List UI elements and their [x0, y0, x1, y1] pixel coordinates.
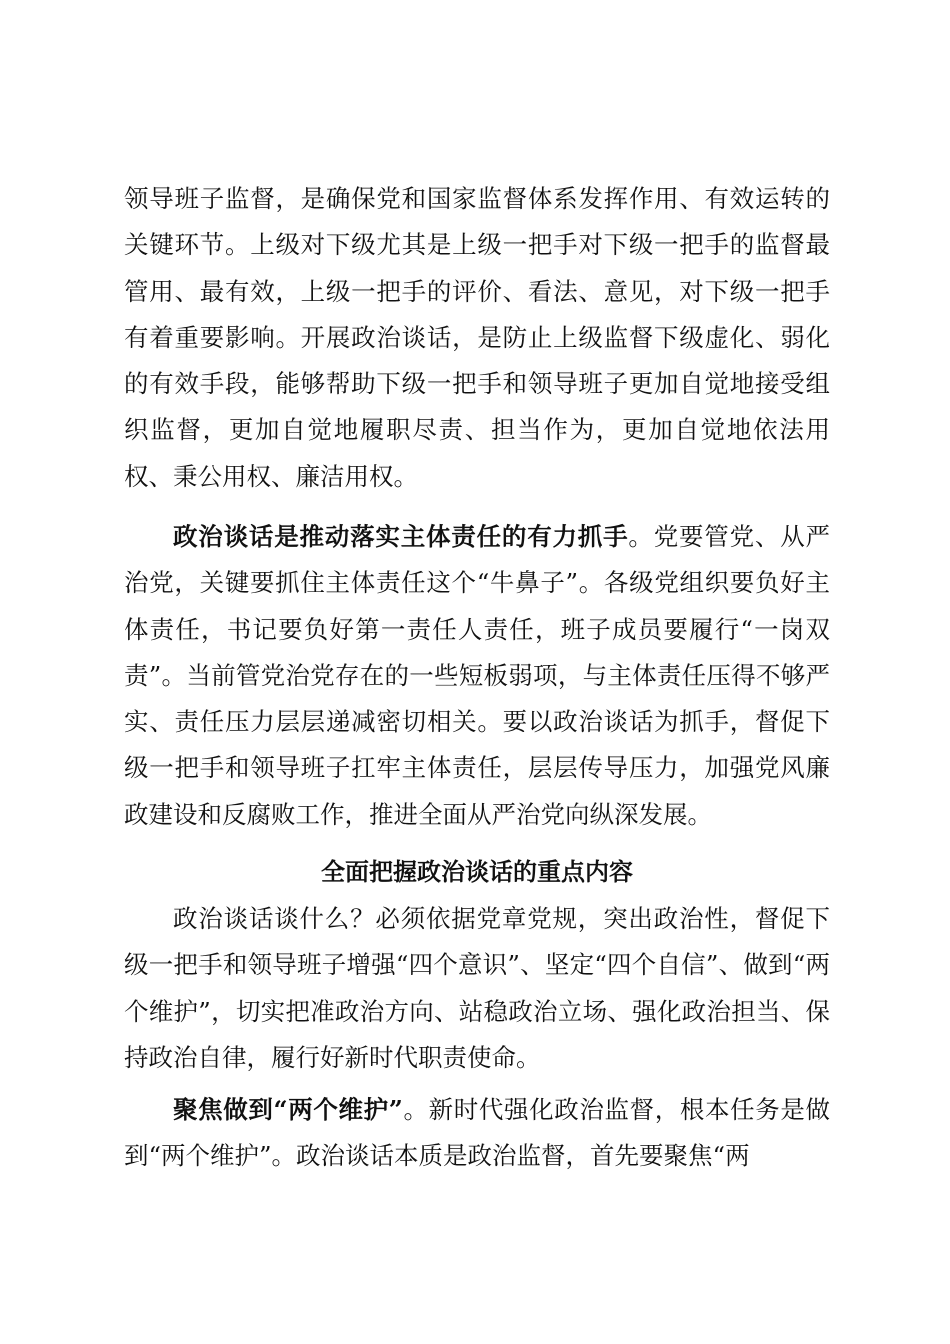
paragraph-two-safeguards: [124, 1087, 830, 1180]
paragraph-bold-lead: 聚焦做到“两个维护”: [173, 1095, 403, 1124]
paragraph-what-to-talk: [124, 896, 830, 1081]
paragraph-text: 政治谈话谈什么？必须依据党章党规，突出政治性，督促下级一把手和领导班子增强“四个意识”、坚定“四个自信”、做到“两个维护”，切实把准政治方向、站稳政治立场、强化政治担当、保持政治自律，履行好新时代职责使命。: [124, 904, 830, 1072]
paragraph-text: 。新时代强化政治监督，根本任务是做到“两个维护”。政治谈话本质是政治监督，首先要聚焦“两: [124, 1095, 831, 1171]
paragraph-text: 。党要管党、从严治党，关键要抓住主体责任这个“牛鼻子”。各级党组织要负好主体责任，书记要负好第一责任人责任，班子成员要履行“一岗双责”。当前管党治党存在的一些短板弱项，与主体责任压得不够严实、责任压力层层递减密切相关。要以政治谈话为抓手，督促下级一把手和领导班子扛牢主体责任，层层传导压力，加强党风廉政建设和反腐败工作，推进全面从严治党向纵深发展。: [124, 522, 831, 829]
paragraph-text: 领导班子监督，是确保党和国家监督体系发挥作用、有效运转的关键环节。上级对下级尤其是上级一把手对下级一把手的监督最管用、最有效，上级一把手的评价、看法、意见，对下级一把手有着重要影响。开展政治谈话，是防止上级监督下级虚化、弱化的有效手段，能够帮助下级一把手和领导班子更加自觉地接受组织监督，更加自觉地履职尽责、担当作为，更加自觉地依法用权、秉公用权、廉洁用权。: [124, 184, 830, 491]
section-heading: 全面把握政治谈话的重点内容: [321, 858, 633, 886]
paragraph-bold-lead: 政治谈话是推动落实主体责任的有力抓手: [173, 522, 629, 551]
paragraph-main-responsibility: [124, 514, 830, 838]
paragraph-leadership-supervision: [124, 176, 830, 500]
